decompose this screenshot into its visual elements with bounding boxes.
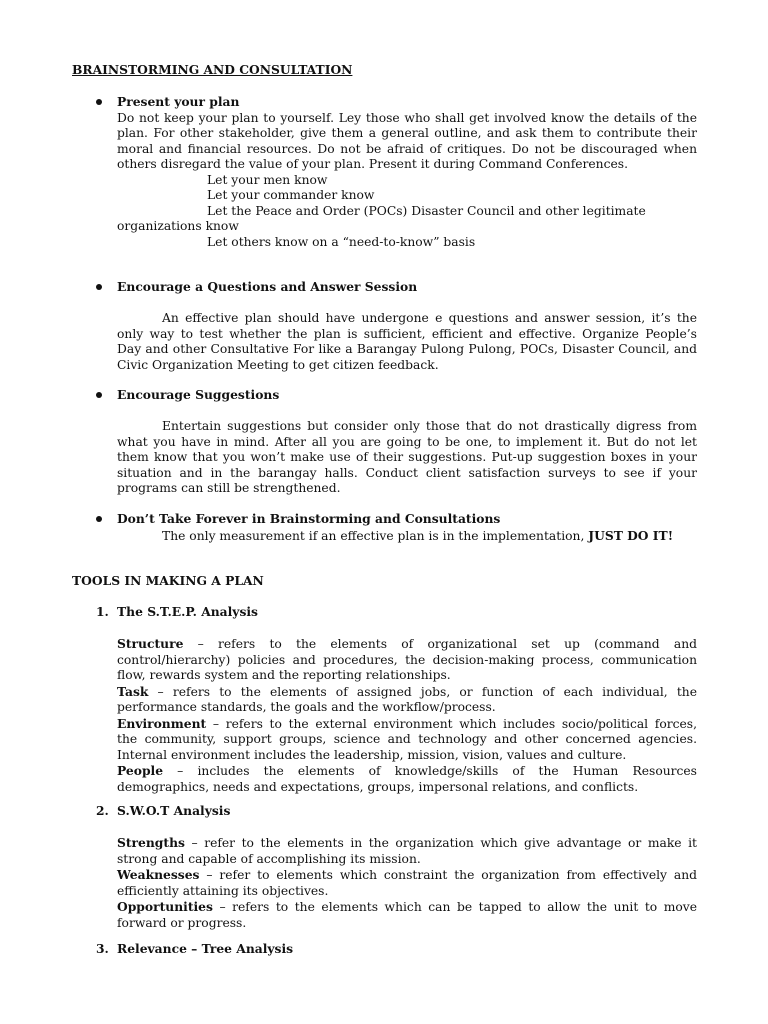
text-line: forward or progress. — [117, 915, 247, 930]
text-line: moral and financial resources. Do not be afraid of critiques. Do not be discouraged when — [117, 141, 697, 156]
bullet-dot — [96, 99, 102, 105]
text-line: Entertain suggestions but consider only those that do not drastically digress from — [162, 419, 697, 433]
sub-line: Let your commander know — [207, 188, 375, 202]
bullet-dot — [96, 516, 102, 522]
bullet-qa-session — [117, 279, 697, 373]
text-line: strong and capable of accomplishing its mission. — [117, 851, 421, 866]
bullet-title: Present your plan — [117, 94, 240, 109]
list-item-swot-analysis — [117, 803, 697, 931]
sub-line: Let the Peace and Order (POCs) Disaster Council and other legitimate — [207, 203, 646, 218]
item-title: S.W.O.T Analysis — [117, 803, 231, 818]
term: Environment — [117, 715, 207, 731]
bullet-dont-take-forever — [117, 511, 697, 544]
term: Strengths — [117, 835, 185, 850]
sub-line: Let your men know — [207, 172, 328, 187]
definition-text: – refers to the elements of assigned jobs, or function of each individual, the — [148, 684, 697, 699]
definition-text: – refers to the elements which can be tapped to allow the unit to move — [212, 900, 697, 914]
text-line: the community, support groups, science and technology and other concerned agencies. — [117, 732, 697, 746]
definition-text: – refer to the elements in the organization which give advantage or make it — [184, 836, 697, 850]
bullet-dot — [96, 392, 102, 398]
text-line: what you have in mind. After all you are going to be one, to implement it. But do not let — [117, 434, 697, 449]
text-line: flow, rewards system and the reporting relationships. — [117, 668, 451, 682]
text-line: others disregard the value of your plan. Present it during Command Conferences. — [117, 157, 628, 171]
text-line: them know that you won’t make use of their suggestions. Put-up suggestion boxes in your — [117, 450, 697, 464]
bullet-title: Encourage a Questions and Answer Session — [117, 279, 418, 294]
text-line: performance standards, the goals and the workflow/process. — [117, 700, 496, 714]
text-line: An effective plan should have undergone e questions and answer session, it’s the — [162, 311, 697, 325]
bullet-title: Encourage Suggestions — [117, 387, 280, 402]
text-line: Civic Organization Meeting to get citizen feedback. — [117, 357, 439, 372]
list-number: 2. — [96, 803, 109, 818]
text-line: only way to test whether the plan is sufficient, efficient and effective. Organize People’s — [117, 326, 697, 341]
term: Task — [117, 683, 149, 699]
emphasis-text: JUST DO IT! — [588, 527, 674, 543]
bullet-dot — [96, 284, 102, 290]
text-line: efficiently attaining its objectives. — [117, 883, 329, 898]
definition-text: – refers to the elements of organizational set up (command and — [183, 637, 697, 651]
item-title: The S.T.E.P. Analysis — [117, 604, 258, 619]
definition-text: – includes the elements of knowledge/skills of the Human Resources — [163, 764, 697, 778]
bullet-suggestions — [117, 387, 697, 497]
bullet-title: Don’t Take Forever in Brainstorming and Consultations — [117, 511, 501, 526]
sub-line-cont: organizations know — [117, 219, 239, 233]
item-title: Relevance – Tree Analysis — [117, 941, 294, 956]
text-line: situation and in the barangay halls. Conduct client satisfaction surveys to see if your — [117, 465, 697, 480]
list-item-relevance-tree — [117, 941, 697, 958]
text-line: demographics, needs and expectations, groups, impersonal relations, and conflicts. — [117, 779, 639, 794]
definition-text: – refer to elements which constraint the organization from effectively and — [199, 868, 697, 882]
section-heading-tools: TOOLS IN MAKING A PLAN — [72, 573, 264, 588]
text-line: The only measurement if an effective plan is in the implementation, — [162, 528, 585, 543]
term: Structure — [117, 636, 184, 651]
text-line: Do not keep your plan to yourself. Ley those who shall get involved know the details of the — [117, 110, 697, 125]
term: People — [117, 763, 164, 778]
list-number: 1. — [96, 604, 109, 619]
list-number: 3. — [96, 941, 109, 956]
bullet-present-plan — [117, 94, 697, 250]
text-line: plan. For other stakeholder, give them a general outline, and ask them to contribute their — [117, 126, 697, 140]
text-line: Day and other Consultative For like a Barangay Pulong Pulong, POCs, Disaster Council, and — [117, 342, 697, 356]
text-line: Internal environment includes the leadership, mission, vision, values and culture. — [117, 747, 627, 762]
definition-text: – refers to the external environment which includes socio/political forces, — [206, 716, 697, 731]
text-line: control/hierarchy) policies and procedures, the decision-making process, communication — [117, 652, 697, 667]
sub-line: Let others know on a “need-to-know” basis — [207, 234, 476, 249]
list-item-step-analysis — [117, 604, 697, 795]
section-heading-brainstorming: BRAINSTORMING AND CONSULTATION — [72, 62, 353, 77]
term: Weaknesses — [117, 867, 200, 882]
term: Opportunities — [117, 899, 213, 914]
text-line: programs can still be strengthened. — [117, 481, 341, 495]
